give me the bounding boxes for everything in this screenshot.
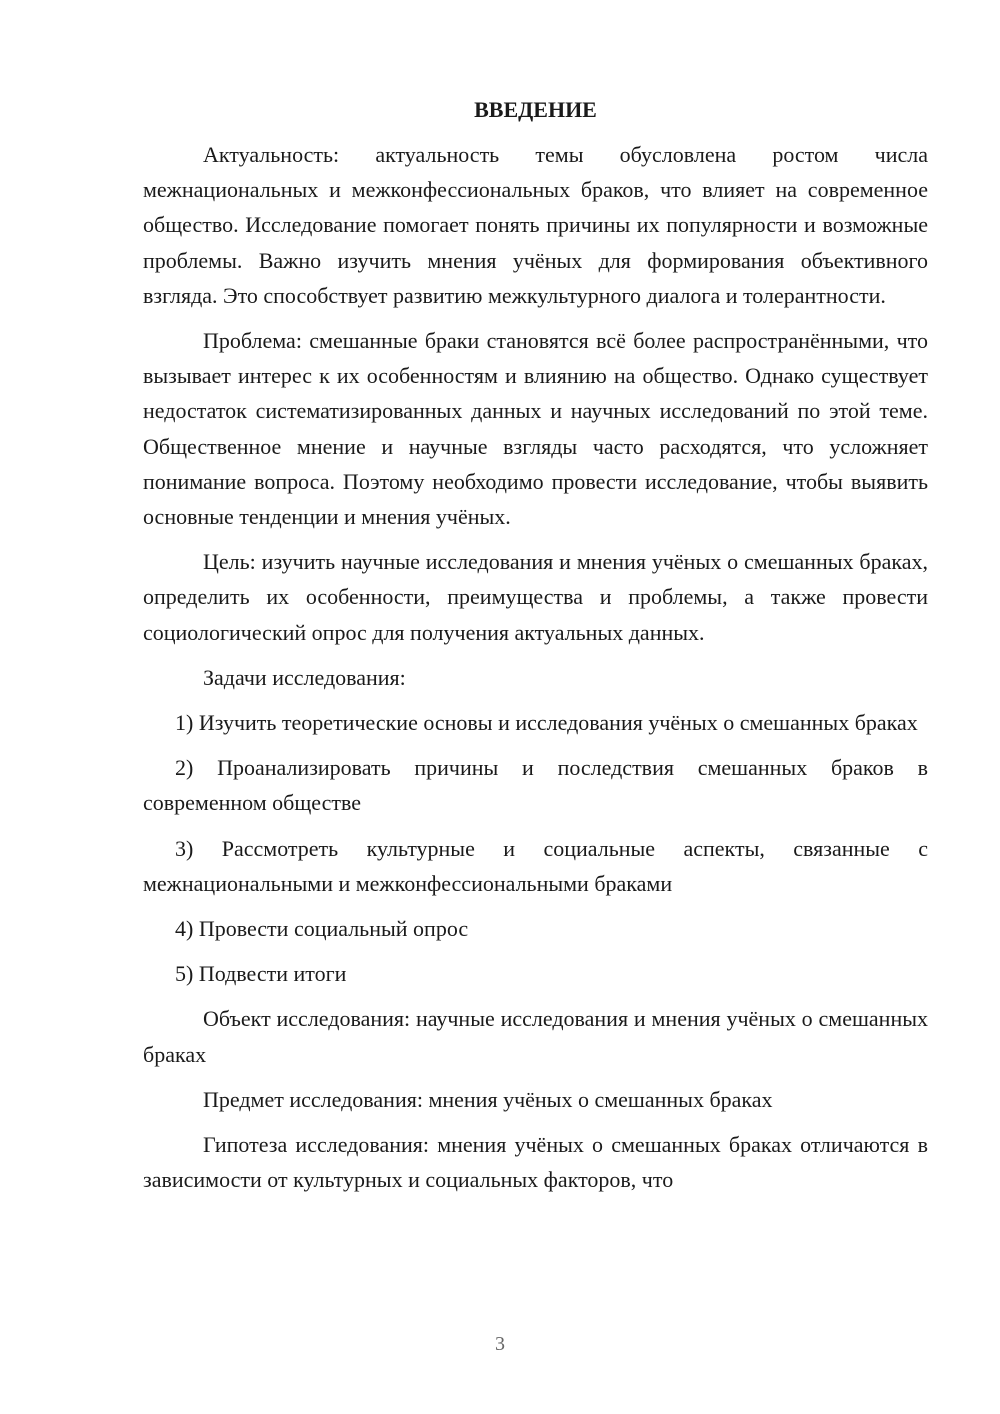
- task-item-2: 2) Проанализировать причины и последствия смешанных браков в современном обществе: [143, 755, 928, 816]
- page-title: ВВЕДЕНИЕ: [474, 97, 597, 122]
- paragraph-problem: Проблема: смешанные браки становятся всё более распространёнными, что вызывает интерес к их особенностям и влиянию на общество. Однако существует недостаток систематизированных данных и научных исследований по этой теме. Общественное мнение и научные взгляды часто расходятся, что усложняет понимание вопроса. Поэтому необходимо провести исследование, чтобы выявить основные тенденции и мнения учёных.: [143, 328, 928, 530]
- task-item-4: 4) Провести социальный опрос: [175, 916, 469, 942]
- page-number: 3: [495, 1333, 505, 1355]
- paragraph-object: Объект исследования: научные исследования и мнения учёных о смешанных браках: [143, 1006, 928, 1067]
- paragraph-hypothesis: Гипотеза исследования: мнения учёных о смешанных браках отличаются в зависимости от культурных и социальных факторов, что: [143, 1132, 928, 1193]
- paragraph-goal: Цель: изучить научные исследования и мнения учёных о смешанных браках, определить их особенности, преимущества и проблемы, а также провести социологический опрос для получения актуальных данных.: [143, 549, 928, 645]
- page-content: [143, 95, 928, 1197]
- task-item-5: 5) Подвести итоги: [175, 961, 347, 987]
- task-item-3: 3) Рассмотреть культурные и социальные аспекты, связанные с межнациональными и межконфессиональными браками: [143, 835, 928, 896]
- paragraph-tasks-heading: Задачи исследования:: [203, 664, 406, 690]
- paragraph-subject: Предмет исследования: мнения учёных о смешанных браках: [203, 1086, 773, 1112]
- task-item-1: 1) Изучить теоретические основы и исследования учёных о смешанных браках: [175, 710, 918, 736]
- paragraph-relevance: Актуальность: актуальность темы обусловлена ростом числа межнациональных и межконфессиональных браков, что влияет на современное общество. Исследование помогает понять причины их популярности и возможные проблемы. Важно изучить мнения учёных для формирования объективного взгляда. Это способствует развитию межкультурного диалога и толерантности.: [143, 142, 928, 308]
